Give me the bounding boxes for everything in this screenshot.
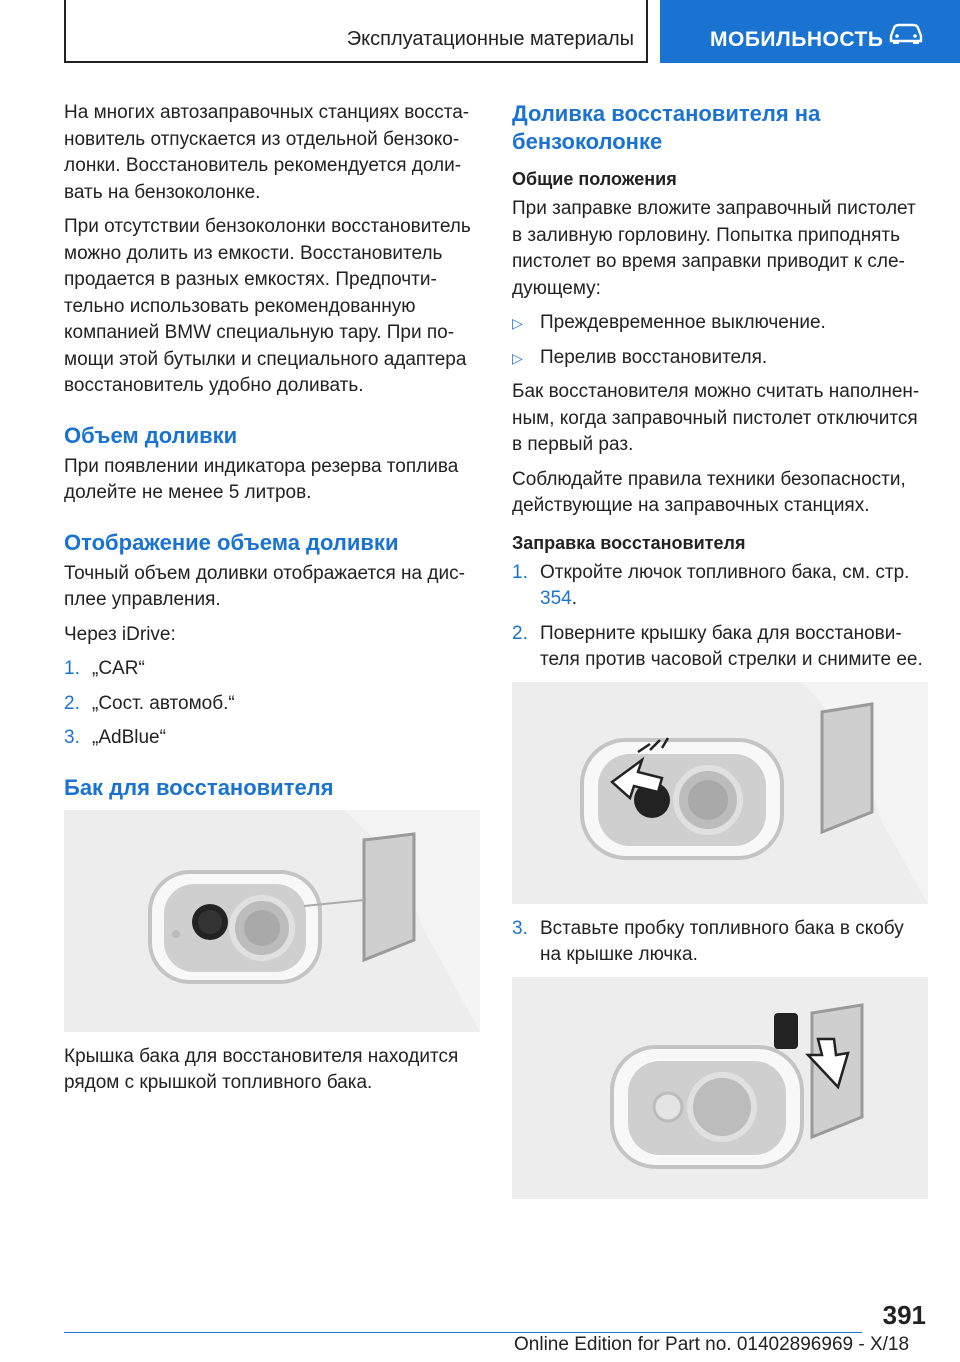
page-link[interactable]: 354 <box>540 588 572 609</box>
step-number: 2. <box>64 692 80 714</box>
list-item <box>512 916 926 969</box>
heading-refill-volume: Объем доливки <box>64 422 238 448</box>
list-item <box>64 656 484 683</box>
figure-insert-cap <box>512 977 928 1199</box>
heading-refill-at-pump: Доливка восстановителя на бензоколонке <box>512 101 821 154</box>
header-chapter-label: МОБИЛЬНОСТЬ <box>710 28 884 51</box>
list-item <box>512 560 926 613</box>
bullet-text: Преждевременное выключение. <box>540 312 826 333</box>
header-section-title: Эксплуатационные материалы <box>346 28 634 50</box>
list-item <box>512 310 926 337</box>
step-text: Поверните крышку бака для восстанови-теля против часовой стрелки и снимите ее. <box>540 622 923 670</box>
step-number: 3. <box>64 727 80 748</box>
list-item <box>64 725 484 752</box>
bullet-text: Перелив восстановителя. <box>540 346 768 368</box>
figure-tank-cap <box>64 810 480 1032</box>
list-item <box>64 691 484 718</box>
idrive-steps-list <box>64 656 484 752</box>
subheading-refueling: Заправка восстановителя <box>512 532 746 553</box>
heading-volume-display: Отображение объема доливки <box>64 529 399 555</box>
triangle-bullet-icon: ▷ <box>512 349 523 366</box>
paragraph-canister: При отсутствии бензоколонки восстановитель можно долить из емкости. Восстановитель продается в разных емкостях. Предпочти-тельно использовать рекомендованную компанией BMW специальную тару. При по-мощи этой бутылки и специального адаптера восстановитель удобно доливать. <box>64 216 471 396</box>
paragraph-tank-full: Бак восстановителя можно считать наполнен-ным, когда заправочный пистолет отключится в первый раз. <box>512 381 920 455</box>
car-icon <box>888 22 924 44</box>
page-number: 391 <box>882 1300 926 1330</box>
step-text: „AdBlue“ <box>92 727 166 748</box>
step-text: „CAR“ <box>92 658 145 679</box>
footer-divider <box>64 1332 862 1333</box>
step-text-body: Откройте лючок топливного бака, см. стр. <box>540 561 910 583</box>
fuel-flap-illustration <box>64 810 480 1032</box>
paragraph-intro: На многих автозаправочных станциях восста-новитель отпускается из отдельной бензоко-лонки. Восстановитель рекомендуется доли-вать на бензоколонке. <box>64 102 470 203</box>
insert-cap-illustration <box>512 977 928 1199</box>
heading-tank: Бак для восстановителя <box>64 774 334 800</box>
caption-tank-location: Крышка бака для восстановителя находится рядом с крышкой топливного бака. <box>64 1045 459 1093</box>
step-number: 2. <box>512 622 528 644</box>
list-item <box>512 621 926 674</box>
left-column <box>64 100 484 1105</box>
consequences-list <box>512 310 926 371</box>
footer-edition: Online Edition for Part no. 01402896969 - X/18 <box>514 1334 910 1355</box>
paragraph-volume-display: Точный объем доливки отображается на дис-плее управления. <box>64 562 465 610</box>
step-number: 1. <box>64 658 80 679</box>
step-text: Вставьте пробку топливного бака в скобу на крышке лючка. <box>540 917 904 965</box>
header-section-box <box>64 0 648 63</box>
step-text <box>540 560 926 613</box>
remove-cap-illustration <box>512 682 928 904</box>
step-text: „Сост. автомоб.“ <box>92 692 235 714</box>
header-chapter-tab[interactable] <box>660 0 960 63</box>
triangle-bullet-icon: ▷ <box>512 315 523 331</box>
step-text-end: . <box>571 588 577 609</box>
list-item <box>512 345 926 372</box>
paragraph-safety: Соблюдайте правила техники безопасности, действующие на заправочных станциях. <box>512 468 906 516</box>
step-number: 1. <box>512 561 528 583</box>
paragraph-general: При заправке вложите заправочный пистолет в заливную горловину. Попытка приподнять пистолет во время заправки приводит к сле-дующему: <box>512 198 916 299</box>
paragraph-idrive: Через iDrive: <box>64 623 176 645</box>
right-column <box>512 100 926 1211</box>
figure-remove-cap <box>512 682 928 904</box>
paragraph-refill-volume: При появлении индикатора резерва топлива долейте не менее 5 литров. <box>64 455 459 503</box>
subheading-general: Общие положения <box>512 169 677 189</box>
step-number: 3. <box>512 917 528 939</box>
